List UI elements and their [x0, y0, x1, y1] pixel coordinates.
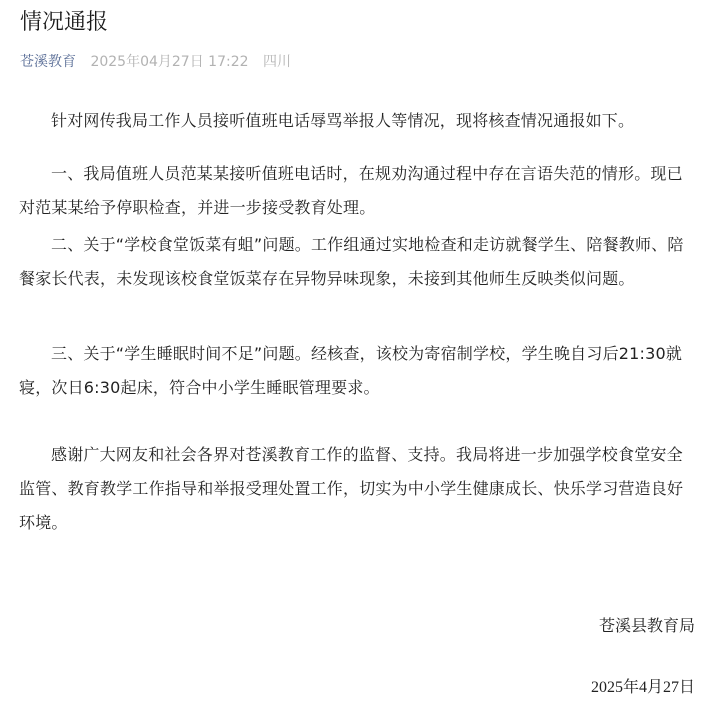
article-title: 情况通报: [20, 10, 109, 35]
closing-paragraph: 感谢广大网友和社会各界对苍溪教育工作的监督、支持。我局将进一步加强学校食堂安全监管、教育教学工作指导和举报受理处置工作，切实为中小学生健康成长、快乐学习营造良好环境。: [19, 445, 684, 532]
section-two-paragraph: 二、关于“学校食堂饭菜有蛆”问题。工作组通过实地检查和走访就餐学生、陪餐教师、陪餐家长代表，未发现该校食堂饭菜存在异物异味现象，未接到其他师生反映类似问题。: [19, 235, 684, 288]
article-meta: [20, 52, 291, 72]
section-three-paragraph: 三、关于“学生睡眠时间不足”问题。经核查，该校为寄宿制学校，学生晚自习后21:30就寝，次日6:30起床，符合中小学生睡眠管理要求。: [19, 344, 683, 397]
intro-paragraph: 针对网传我局工作人员接听值班电话辱骂举报人等情况，现将核查情况通报如下。: [51, 111, 635, 130]
publish-time: 2025年04月27日 17:22: [90, 54, 249, 70]
account-name-link[interactable]: 苍溪教育: [20, 54, 76, 70]
section-one-paragraph: 一、我局值班人员范某某接听值班电话时，在规劝沟通过程中存在言语失范的情形。现已对范某某给予停职检查，并进一步接受教育处理。: [19, 164, 683, 217]
publish-location: 四川: [262, 54, 291, 70]
signature-organization: 苍溪县教育局: [598, 616, 695, 635]
signature-date: 2025年4月27日: [590, 679, 695, 696]
